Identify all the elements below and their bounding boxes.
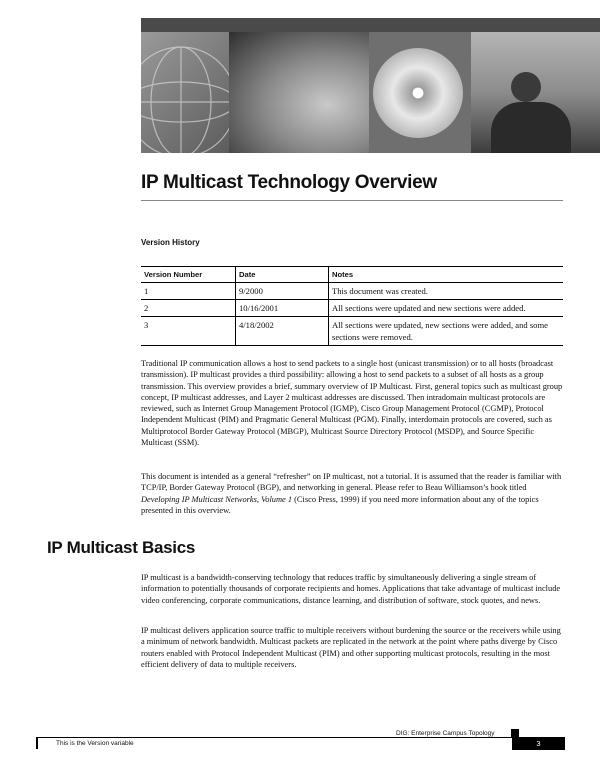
table-header-row: [141, 267, 563, 283]
column-header-notes: Notes: [329, 267, 564, 283]
version-history-table: [141, 266, 563, 346]
version-cell: 1: [141, 283, 236, 300]
notes-cell: All sections were updated and new sections were added.: [329, 300, 564, 317]
table-row: [141, 317, 563, 346]
intro-paragraph: Traditional IP communication allows a host to send packets to a single host (unicast transmission) or to all hosts (broadcast transmission). IP multicast provides a third possibility: allowing a host to send packets to a subset of all hosts as a group transmission. This overview provides a brief, summary overview of IP Multicast. First, general topics such as multicast group concept, IP multicast addresses, and Layer 2 multicast addresses are discussed. Then intradomain multicast protocols are reviewed, such as Internet Group Management Protocol (IGMP), Cisco Group Management Protocol (CGMP), Protocol Independent Multicast (PIM) and Pragmatic General Multicast (PGM). Finally, interdomain protocols are covered, such as Multiprotocol Border Gateway Protocol (MBGP), Multicast Source Directory Protocol (MSDP), and Source Specific Multicast (SSM).: [141, 359, 563, 448]
book-title: Developing IP Multicast Networks, Volume 1: [141, 494, 293, 504]
column-header-version: Version Number: [141, 267, 236, 283]
title-divider: [141, 200, 563, 201]
globe-graphic: [141, 32, 231, 153]
column-header-date: Date: [236, 267, 329, 283]
footer-left-bar: [36, 737, 38, 749]
refresher-text-end: (Cisco Press, 1999) if you need more information about any of the topics presented in this overview.: [141, 494, 539, 515]
refresher-text-start: This document is intended as a general “refresher” on IP multicast, not a tutorial. It is assumed that the reader is familiar with TCP/IP, Border Gateway Protocol (BGP), and networking in general. Please refer to Beau Williamson’s book titled: [141, 472, 562, 493]
date-cell: 9/2000: [236, 283, 329, 300]
person-photo: [471, 32, 600, 153]
section-heading-basics: IP Multicast Basics: [47, 538, 195, 557]
version-cell: 2: [141, 300, 236, 317]
footer-marker: [511, 729, 519, 737]
version-cell: 3: [141, 317, 236, 346]
date-cell: 10/16/2001: [236, 300, 329, 317]
notes-cell: All sections were updated, new sections were added, and some sections were removed.: [329, 317, 564, 346]
date-cell: 4/18/2002: [236, 317, 329, 346]
basics-paragraph-1: IP multicast is a bandwidth-conserving technology that reduces traffic by simultaneously delivering a single stream of information to potentially thousands of corporate recipients and homes. Applications that take advantage of multicast include video conferencing, corporate communications, distance learning, and distribution of software, stock quotes, and news.: [141, 573, 561, 605]
footer-divider: [36, 737, 565, 738]
refresher-paragraph: [141, 471, 563, 516]
basics-paragraph-2: IP multicast delivers application source traffic to multiple receivers without burdening the source or the receivers while using a minimum of network bandwidth. Multicast packets are replicated in the network at the point where paths diverge by Cisco routers enabled with Protocol Independent Multicast (PIM) and other supporting multicast protocols, resulting in the most efficient delivery of data to multiple receivers.: [141, 626, 561, 669]
cd-disc-graphic: [373, 48, 463, 138]
table-row: [141, 300, 563, 317]
banner-top-strip: [141, 18, 600, 32]
table-row: [141, 283, 563, 300]
footer-version-variable: This is the Version variable: [56, 740, 134, 747]
version-history-heading: Version History: [141, 238, 200, 247]
page-number: 3: [512, 737, 565, 750]
footer-document-name: DIG: Enterprise Campus Topology: [396, 730, 495, 737]
face-photo: [229, 32, 369, 153]
page-title: IP Multicast Technology Overview: [141, 172, 437, 193]
notes-cell: This document was created.: [329, 283, 564, 300]
header-banner-image: [141, 18, 600, 153]
